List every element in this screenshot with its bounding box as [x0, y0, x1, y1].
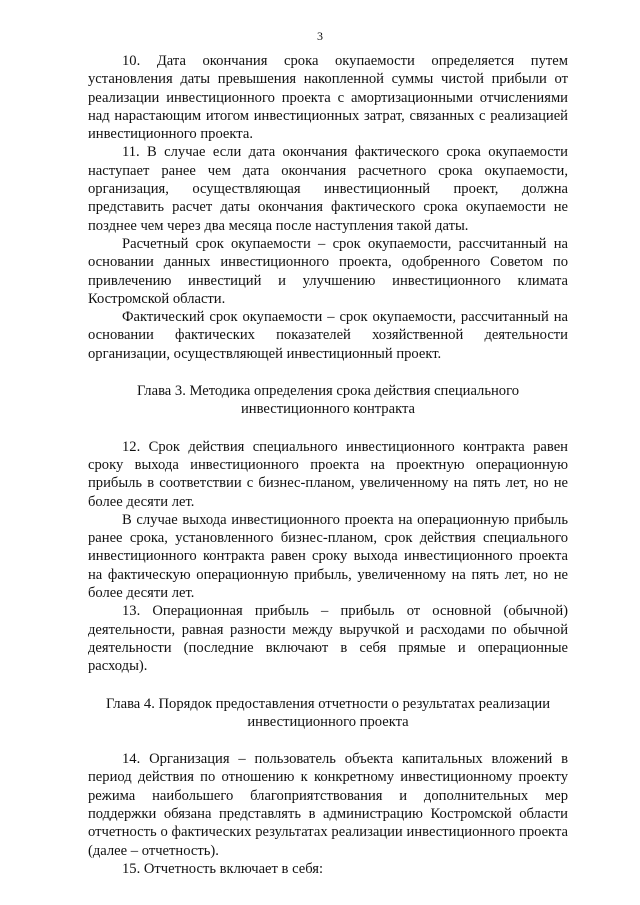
- page-number: 3: [317, 29, 323, 43]
- paragraph-13: 13. Операционная прибыль – прибыль от основной (обычной) деятельности, равная разности между выручкой и расходами по обычной деятельности (последние включают в себя прямые и операционные расходы).: [88, 603, 568, 675]
- chapter-4-heading: [88, 695, 568, 732]
- paragraph-12: 12. Срок действия специального инвестиционного контракта равен сроку выхода инвестиционного проекта на проектную операционную прибыль в соответствии с бизнес-планом, увеличенному на пять лет, но не более десяти лет.: [88, 438, 568, 510]
- chapter-3-heading-line-1: Глава 3. Методика определения срока действия специального: [136, 383, 520, 400]
- paragraph-10: 10. Дата окончания срока окупаемости определяется путем установления даты превышения накопленной суммы чистой прибыли от реализации инвестиционного проекта с амортизационными отчислениями над нарастающим итогом инвестиционных затрат, связанных с реализацией инвестиционного проекта.: [88, 53, 568, 143]
- chapter-3-heading-line-2: инвестиционного контракта: [240, 401, 416, 418]
- paragraph-actual-payback-definition: Фактический срок окупаемости – срок окупаемости, рассчитанный на основании фактических показателей хозяйственной деятельности организации, осуществляющей инвестиционный проект.: [88, 309, 568, 362]
- chapter-4-heading-line-2: инвестиционного проекта: [247, 713, 409, 730]
- paragraph-11: 11. В случае если дата окончания фактического срока окупаемости наступает ранее чем дата окончания расчетного срока окупаемости, организация, осуществляющая инвестиционный проект, должна представить расчет даты окончания фактического срока окупаемости не позднее чем через два месяца после наступления такой даты.: [88, 144, 568, 234]
- chapter-3-heading: [88, 382, 568, 419]
- paragraph-15: 15. Отчетность включает в себя:: [122, 860, 324, 877]
- paragraph-estimated-payback-definition: Расчетный срок окупаемости – срок окупаемости, рассчитанный на основании данных инвестиционного проекта, одобренного Советом по привлечению инвестиций и улучшению инвестиционного климата Костромской области.: [88, 235, 568, 307]
- document-body: [88, 52, 568, 878]
- chapter-4-heading-line-1: Глава 4. Порядок предоставления отчетности о результатах реализации: [105, 695, 551, 712]
- paragraph-early-operating-profit: В случае выхода инвестиционного проекта на операционную прибыль ранее срока, установленного бизнес-планом, срок действия специального инвестиционного контракта равен сроку выхода инвестиционного проекта на фактическую операционную прибыль, увеличенному на пять лет, но не более десяти лет.: [88, 511, 568, 602]
- paragraph-14: 14. Организация – пользователь объекта капитальных вложений в период действия по отношению к конкретному инвестиционному проекту режима наибольшего благоприятствования и дополнительных мер поддержки обязана представлять в администрацию Костромской области отчетность о фактических результатах реализации инвестиционного проекта (далее – отчетность).: [88, 751, 568, 859]
